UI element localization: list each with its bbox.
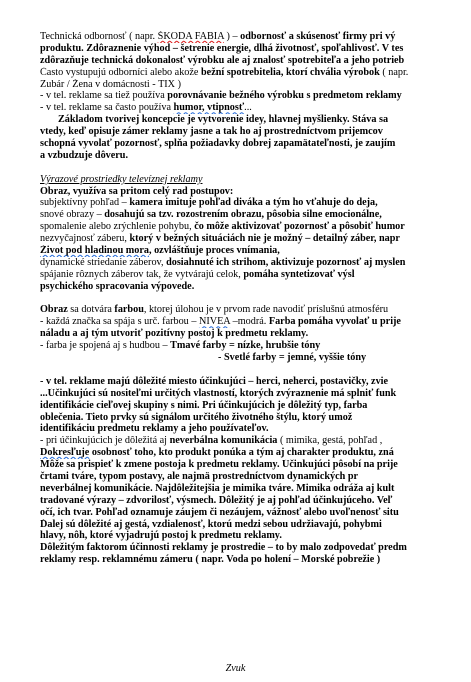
text-line: - pri účinkujúcich je dôležitá aj neverbálna komunikácia ( mimika, gestá, pohľad , bbox=[40, 435, 383, 447]
text-line: produktu. Zdôraznenie výhod – šetrenie energie, dlhá životnosť, spoľahlivosť. V tes bbox=[40, 42, 404, 54]
text-line: oblečenia. Tieto prvky sú signálom určitého životného štýlu, ktorý umož bbox=[40, 411, 353, 423]
text-line: snové obrazy – dosahujú sa tzv. rozostrením obrazu, pôsobia silne emocionálne, bbox=[40, 209, 382, 221]
text-line: - farba je spojená aj s hudbou – Tmavé farby = nízke, hrubšie tóny bbox=[40, 340, 321, 352]
text-line: hlavy, nôh, ktoré vyjadrujú postoj k predmetu reklamy. bbox=[40, 530, 282, 542]
text-line: Život pod hladinou mora, ozvláštňuje proces vnímania, bbox=[40, 245, 280, 257]
next-section-heading: Zvuk bbox=[225, 663, 246, 674]
text-line: Obraz, využíva sa pritom celý rad postupov: bbox=[40, 185, 234, 197]
text-line: Dôležitým faktorom účinnosti reklamy je prostredie – to by malo zodpovedať predm bbox=[40, 542, 407, 554]
spacer bbox=[40, 162, 470, 174]
text-line: - Svetlé farby = jemné, vyššie tóny bbox=[218, 352, 367, 364]
section-color bbox=[40, 304, 470, 363]
text-line: Obraz sa dotvára farbou, ktorej úlohou je v prvom rade navodiť príslušnú atmosféru bbox=[40, 304, 389, 316]
text-line: vtedy, keď opisuje zámer reklamy jasne a tak ho aj prostredníctvom prijemcov bbox=[40, 126, 383, 138]
text-line: reklamy resp. reklamnému zámeru ( napr. Voda po holení – Morské pobrežie ) bbox=[40, 554, 381, 566]
text-line: Môže sa prispieť k zmene postoja k predmetu reklamy. Účinkujúci pôsobí na prije bbox=[40, 459, 398, 471]
text-line: ...Účinkujúci sú nositeľmi určitých vlastností, ktorých zvýraznenie má splniť funk bbox=[40, 387, 397, 399]
text-line: spájanie rôznych záberov tak, že vytvárajú celok, pomáha syntetizovať výsl bbox=[40, 268, 355, 280]
spacer bbox=[40, 364, 470, 376]
text-line: nezvyčajnosť záberu, ktorý v bežných situáciách nie je možný – detailný záber, napr bbox=[40, 233, 400, 245]
text-line: Ďalej sú dôležité aj gestá, vzdialenosť, ktorú medzi sebou udržiavajú, pohybmi bbox=[40, 518, 382, 530]
text-line: neverbálnej komunikácie. Najdôležitejšia je mimika tváre. Mimika odráža aj kult bbox=[40, 482, 395, 494]
intro-paragraph bbox=[40, 31, 470, 162]
text-line: - každá značka sa spája s urč. farbou – NIVEA –modrá. Farba pomáha vyvolať u prije bbox=[40, 316, 401, 328]
text-line: - v tel. reklame sa často používa humor, vtipnosť... bbox=[40, 102, 252, 114]
section-expressive-means bbox=[40, 174, 470, 293]
section-performers bbox=[40, 376, 470, 566]
text-line: Zubár / Žena v domácnosti - TIX ) bbox=[40, 78, 181, 90]
text-line: Základom tvorivej koncepcie je vytvorenie idey, hlavnej myšlienky. Stáva sa bbox=[58, 114, 389, 126]
document-body bbox=[40, 31, 470, 566]
text-line: Dokresľuje osobnosť toho, kto produkt ponúka a tým aj charakter produktu, zná bbox=[40, 447, 394, 459]
text-line: identifikáciu predmetu reklamy a jeho používateľov. bbox=[40, 423, 269, 435]
text-line: tradované výrazy – zdvorilosť, výsmech. Dôležitý je aj pohľad účinkujúceho. Veľ bbox=[40, 494, 393, 506]
section-heading: Výrazové prostriedky televíznej reklamy bbox=[40, 173, 203, 185]
text-line: očí, ich tvar. Pohľad oznamuje záujem či nezáujem, vážnosť alebo uvoľnenosť situ bbox=[40, 506, 399, 518]
text-line: - v tel. reklame majú dôležité miesto účinkujúci – herci, neherci, postavičky, zvie bbox=[40, 375, 389, 387]
spacer bbox=[40, 293, 470, 305]
text-line: zdôrazňuje technická dokonalosť výrobku ale aj znalosť spotrebiteľa a jeho potrieb bbox=[40, 54, 405, 66]
text-line: subjektívny pohľad – kamera imituje pohľad diváka a tým ho vťahuje do deja, bbox=[40, 197, 378, 209]
text-line: Technická odbornosť ( napr. ŠKODA FABIA ) – odbornosť a skúsenosť firmy pri vý bbox=[40, 31, 396, 42]
text-line: črtami tváre, typom postavy, ale najmä prostredníctvom dynamických pr bbox=[40, 470, 359, 482]
text-line: psychického spracovania výpovede. bbox=[40, 280, 195, 292]
text-line: dynamické striedanie záberov, dosiahnuté ich strihom, aktivizuje pozornosť aj myslen bbox=[40, 256, 406, 268]
text-line: náladu a aj tým utvoriť pozitívny postoj k predmetu reklamy. bbox=[40, 328, 309, 340]
text-line: a vzbudzuje dôveru. bbox=[40, 149, 129, 161]
text-line: spomalenie alebo zrýchlenie pohybu, čo môže aktivizovať pozornosť a pôsobiť humor bbox=[40, 221, 405, 233]
text-line: - v tel. reklame sa tiež používa porovnávanie bežného výrobku s predmetom reklamy bbox=[40, 90, 402, 102]
text-line: Často vystupujú odborníci alebo akože bežní spotrebitelia, ktorí chvália výrobok ( napr. bbox=[40, 66, 409, 78]
text-line: identifikácie cieľovej skupiny s nimi. Pri účinkujúcich je dôležitý typ, farba bbox=[40, 399, 368, 411]
text-line: schopná vyvolať pozornosť, splňa požiadavky dobrej zapamätateľnosti, je zaujím bbox=[40, 138, 396, 150]
